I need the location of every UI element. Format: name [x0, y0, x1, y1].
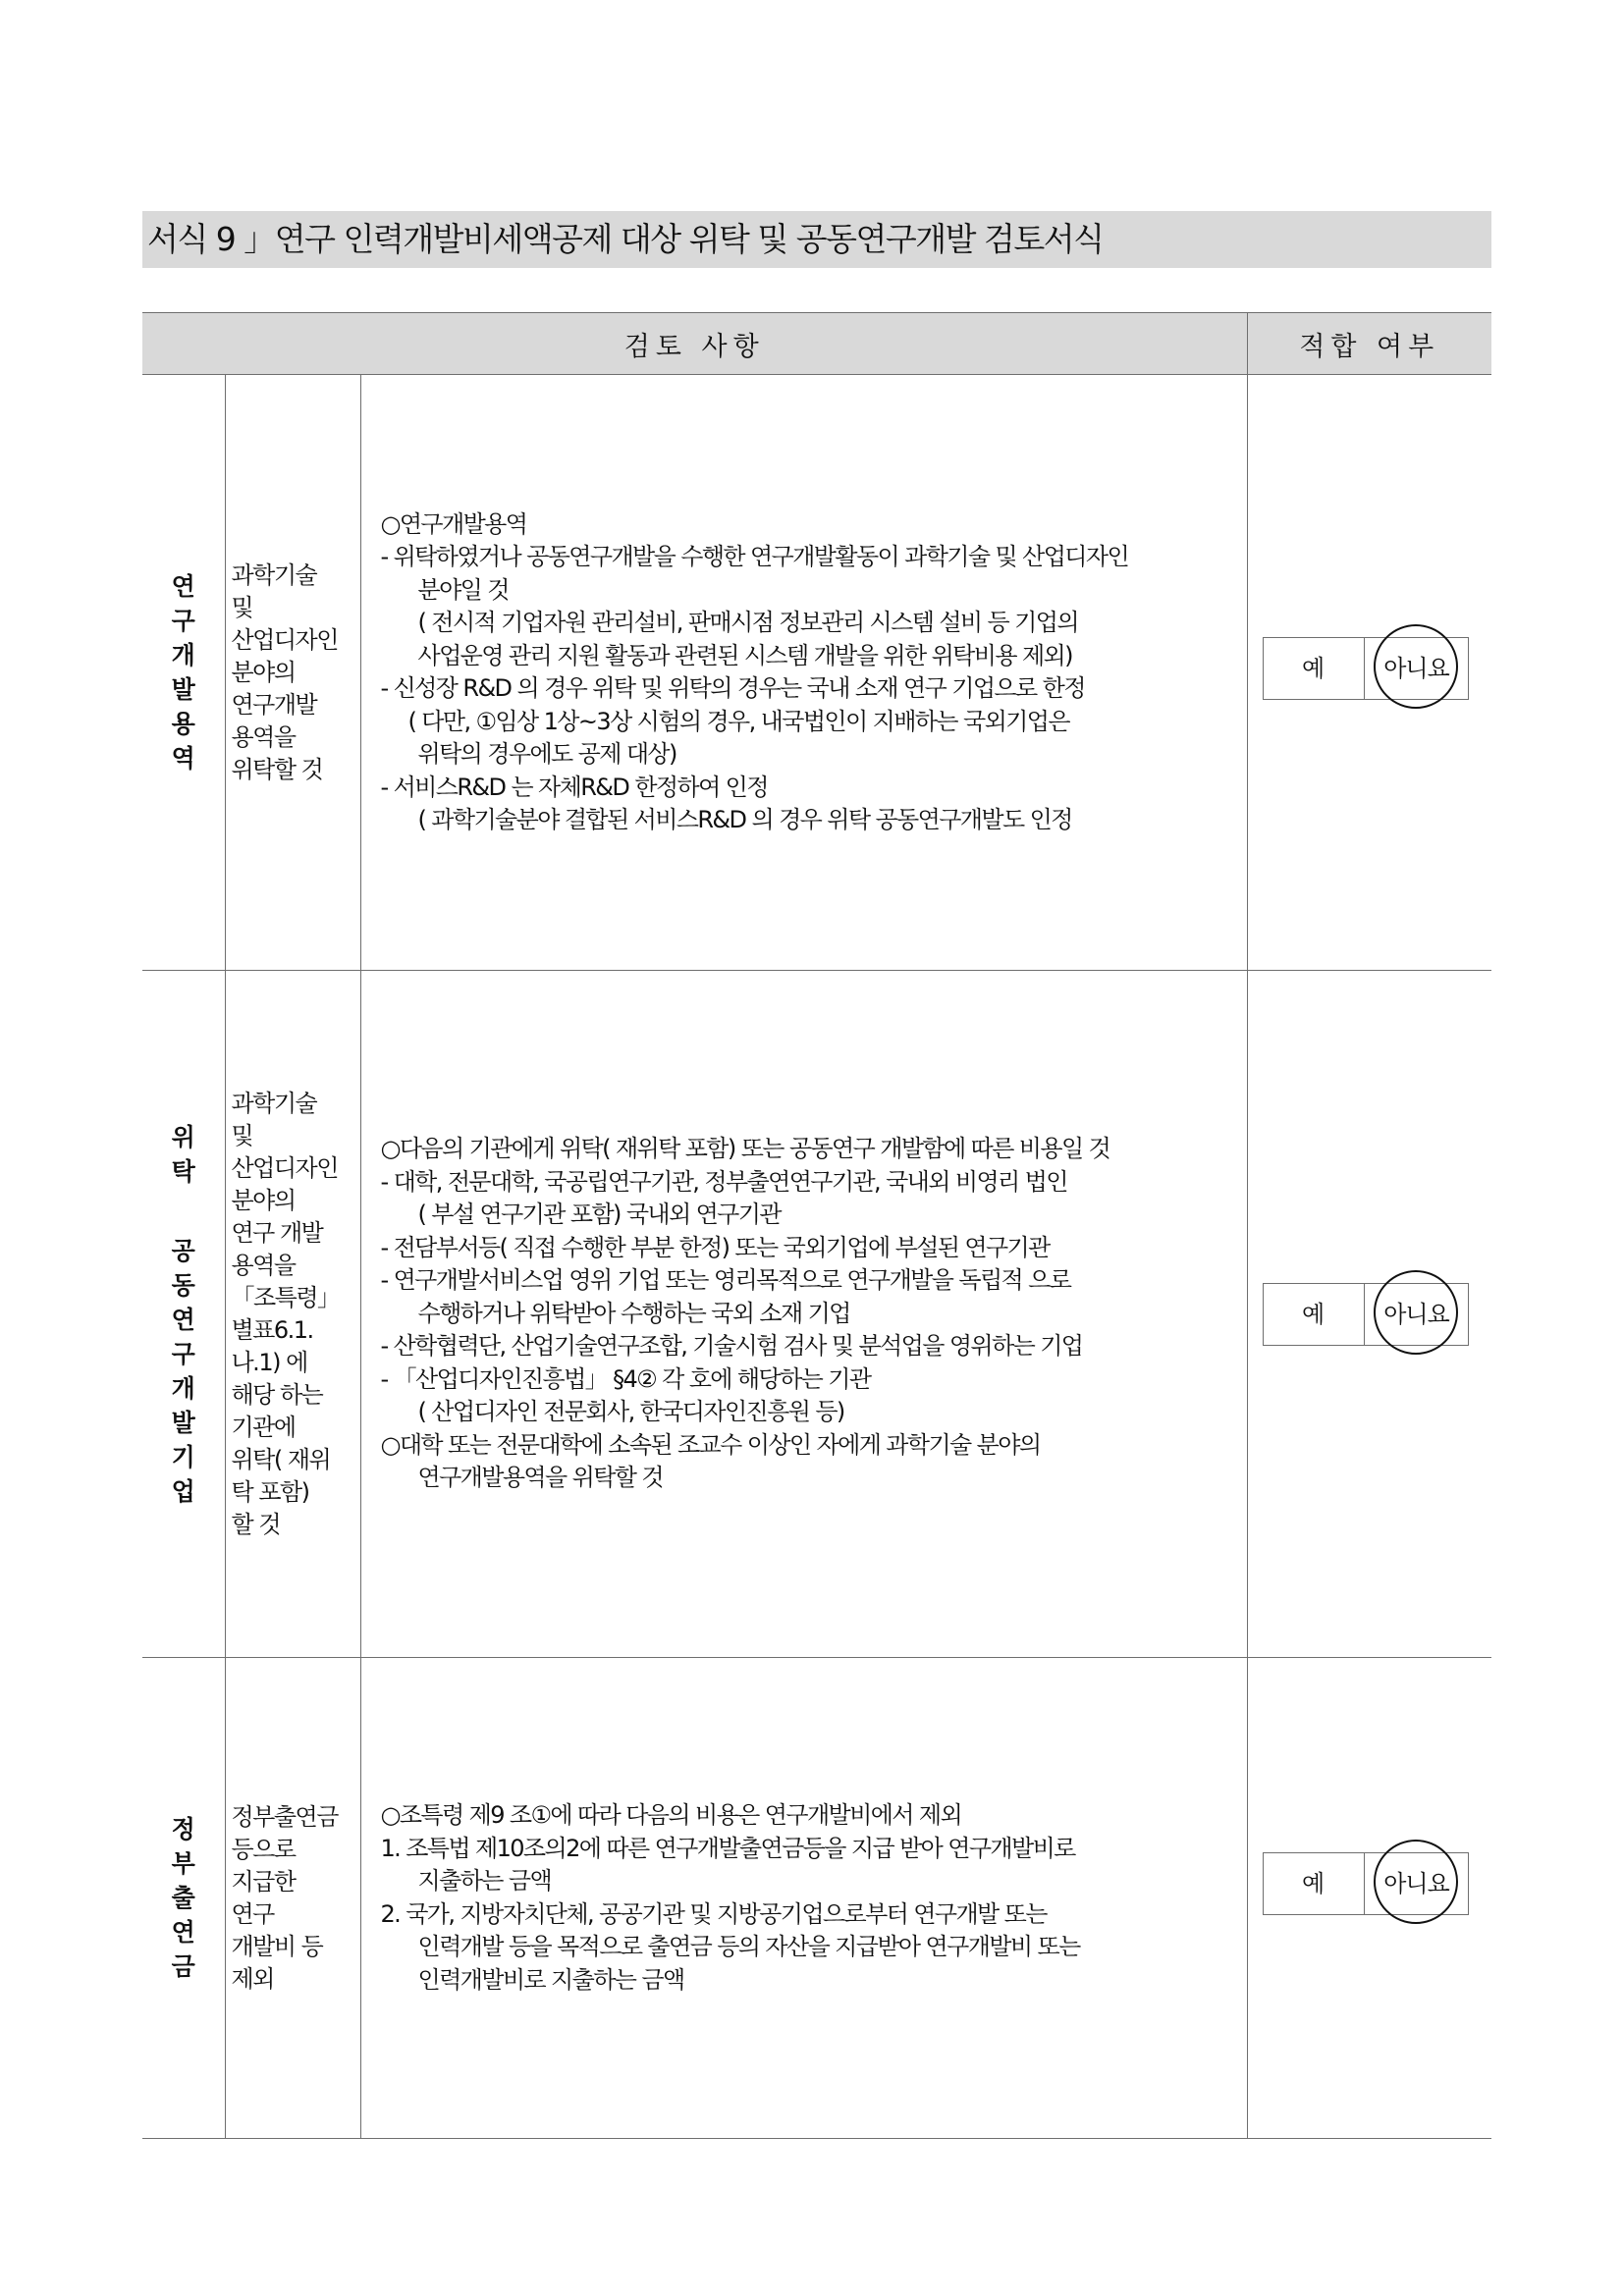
review-content-cell: ○조특령 제9 조①에 따라 다음의 비용은 연구개발비에서 제외 1. 조특법 제10조의2에 따른 연구개발출연금등을 지급 받아 연구개발비로 지출하는 금액 2. 국가, 지방자치단체, 공공기관 및 지방공기업으로부터 연구개발 또는 인력개발 등을 목적으로 출연금 등의 자산을 지급받아 연구개발비 또는 인력개발비로 지출하는 금액: [360, 1658, 1247, 2139]
yes-no-box: [1263, 1283, 1469, 1346]
review-content-cell: ○다음의 기관에게 위탁( 재위탁 포함) 또는 공동연구 개발함에 따른 비용일 것 - 대학, 전문대학, 국공립연구기관, 정부출연연구기관, 국내외 비영리 법인 ( 부설 연구기관 포함) 국내외 연구기관 - 전담부서등( 직접 수행한 부분 한정) 또는 국외기업에 부설된 연구기관 - 연구개발서비스업 영위 기업 또는 영리목적으로 연구개발을 독립적 으로 수행하거나 위탁받아 수행하는 국외 소재 기업 - 산학협력단, 산업기술연구조합, 기술시험 검사 및 분석업을 영위하는 기업 - 「산업디자인진흥법」 §4② 각 호에 해당하는 기관 ( 산업디자인 전문회사, 한국디자인진흥원 등) ○대학 또는 전문대학에 소속된 조교수 이상인 자에게 과학기술 분야의 연구개발용역을 위탁할 것: [360, 971, 1247, 1658]
selection-circle-icon: [1374, 1270, 1458, 1355]
category-cell: 정 부 출 연 금: [142, 1658, 225, 2139]
header-compliance: 적합 여부: [1247, 313, 1491, 375]
no-option[interactable]: 아니요: [1383, 655, 1449, 682]
table-row: [142, 375, 1491, 971]
form-title: 서식 9 」연구 인력개발비세액공제 대상 위탁 및 공동연구개발 검토서식: [147, 220, 1104, 258]
table-row: [142, 1658, 1491, 2139]
condition-cell: 정부출연금 등으로 지급한 연구 개발비 등 제외: [225, 1658, 360, 2139]
selection-circle-icon: [1374, 624, 1458, 709]
yes-option[interactable]: 예: [1264, 1284, 1365, 1345]
header-review-items: 검토 사항: [142, 313, 1247, 375]
yes-option[interactable]: 예: [1264, 1853, 1365, 1914]
yes-no-box: [1263, 1852, 1469, 1915]
table-row: [142, 971, 1491, 1658]
review-table: [142, 312, 1491, 2139]
condition-cell: 과학기술 및 산업디자인 분야의 연구개발 용역을 위탁할 것: [225, 375, 360, 971]
table-header-row: [142, 313, 1491, 375]
yes-no-box: [1263, 637, 1469, 700]
category-cell: 위 탁 공 동 연 구 개 발 기 업: [142, 971, 225, 1658]
review-content-cell: ○연구개발용역 - 위탁하였거나 공동연구개발을 수행한 연구개발활동이 과학기술 및 산업디자인 분야일 것 ( 전시적 기업자원 관리설비, 판매시점 정보관리 시스템 설비 등 기업의 사업운영 관리 지원 활동과 관련된 시스템 개발을 위한 위탁비용 제외) - 신성장 R&D 의 경우 위탁 및 위탁의 경우는 국내 소재 연구 기업으로 한정 ( 다만, ①임상 1상~3상 시험의 경우, 내국법인이 지배하는 국외기업은 위탁의 경우에도 공제 대상) - 서비스R&D 는 자체R&D 한정하여 인정 ( 과학기술분야 결합된 서비스R&D 의 경우 위탁 공동연구개발도 인정: [360, 375, 1247, 971]
selection-circle-icon: [1374, 1840, 1458, 1924]
no-option[interactable]: 아니요: [1383, 1870, 1449, 1897]
no-option[interactable]: 아니요: [1383, 1301, 1449, 1328]
compliance-cell: [1247, 1658, 1491, 2139]
compliance-cell: [1247, 971, 1491, 1658]
category-cell: 연 구 개 발 용 역: [142, 375, 225, 971]
yes-option[interactable]: 예: [1264, 638, 1365, 699]
condition-cell: 과학기술 및 산업디자인 분야의 연구 개발 용역을 「조특령」 별표6.1. 나.1) 에 해당 하는 기관에 위탁( 재위 탁 포함) 할 것: [225, 971, 360, 1658]
compliance-cell: [1247, 375, 1491, 971]
